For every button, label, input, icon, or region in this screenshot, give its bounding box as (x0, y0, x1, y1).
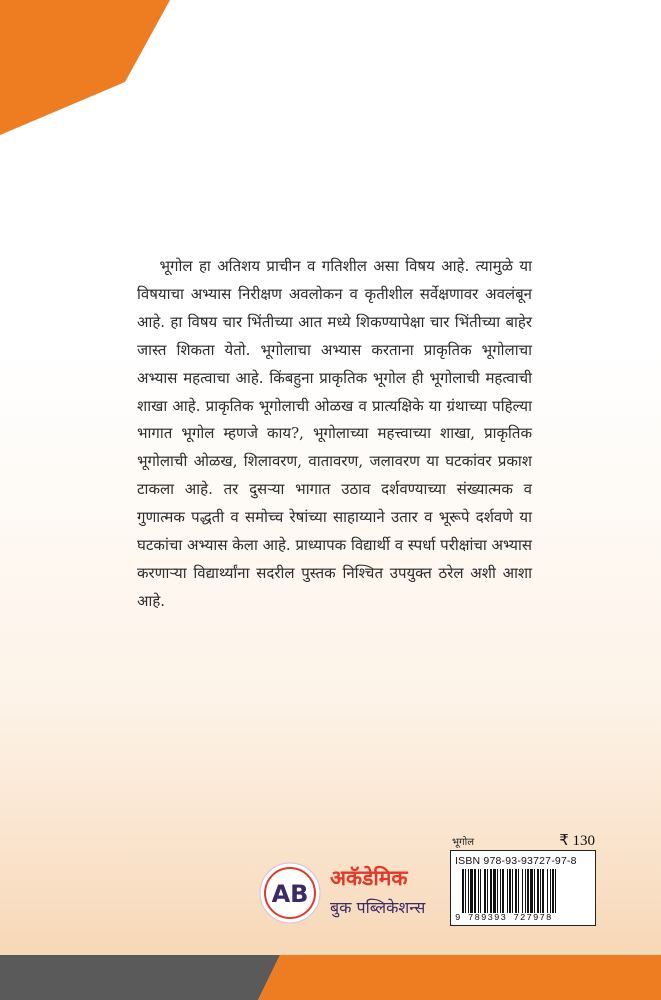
logo-letters: AB (271, 880, 309, 908)
barcode-bar (518, 869, 519, 913)
barcode-bar (497, 869, 498, 913)
barcode-bar (509, 869, 511, 913)
barcode-bar (490, 869, 492, 913)
barcode-bar (512, 869, 513, 913)
barcode-bar (468, 869, 469, 913)
barcode-bar (478, 869, 479, 913)
barcode-bar (537, 869, 539, 913)
price-row (452, 828, 595, 850)
barcode-bar (474, 869, 476, 913)
publisher-block (259, 862, 459, 927)
barcode-bar (522, 869, 523, 913)
barcode-bar (534, 869, 535, 913)
isbn-number: ISBN 978-93-93727-97-8 (455, 855, 577, 867)
barcode-bar (470, 869, 473, 913)
barcode-bar (527, 869, 529, 913)
barcode-bar (555, 869, 556, 913)
barcode-bar (502, 869, 504, 913)
barcode-bar (500, 869, 501, 913)
barcode-bar (525, 869, 526, 913)
barcode-bar (547, 869, 548, 913)
publisher-name-line2: बुक पब्लिकेशन्स (330, 898, 426, 917)
bottom-color-band (0, 955, 661, 1000)
barcode-bar (530, 869, 533, 913)
barcode-digits: 9 789393 727978 (455, 913, 553, 923)
publisher-name-line1: अकॅडेमिक (330, 866, 408, 890)
price-label: ₹ 130 (559, 833, 595, 849)
barcode-bar (507, 869, 508, 913)
barcode-bar (542, 869, 544, 913)
barcode-bar (487, 869, 488, 913)
barcode-bar (480, 869, 481, 913)
corner-triangle-decoration (0, 0, 170, 135)
barcode-bar (493, 869, 496, 913)
subject-label: भूगोल (452, 837, 475, 848)
barcode-bar (462, 869, 464, 913)
barcode-icon (460, 869, 590, 913)
publisher-logo-icon (259, 862, 321, 924)
barcode-bar (515, 869, 517, 913)
barcode-bar (540, 869, 541, 913)
isbn-barcode-box (450, 850, 596, 926)
barcode-bar (484, 869, 486, 913)
barcode-bar (465, 869, 466, 913)
barcode-bar (550, 869, 551, 913)
barcode-bar (552, 869, 554, 913)
back-cover-blurb: भूगोल हा अतिशय प्राचीन व गतिशील असा विषय आहे. त्यामुळे या विषयाचा अभ्यास निरीक्षण अवलोकन व कृतीशील सर्वेक्षणावर अवलंबून आहे. हा विषय चार भिंतीच्या आत मध्ये शिकण्यापेक्षा चार भिंतीच्या बाहेर जास्त शिकता येतो. भूगोलाचा अभ्यास करताना प्राकृतिक भूगोलाचा अभ्यास महत्वाचा आहे. किंबहुना प्राकृतिक भूगोल ही भूगोलाची महत्वाची शाखा आहे. प्राकृतिक भूगोलाची ओळख व प्रात्यक्षिके या ग्रंथाच्या पहिल्या भागात भूगोल म्हणजे काय?, भूगोलाच्या महत्त्वाच्या शाखा, प्राकृतिक भूगोलाची ओळख, शिलावरण, वातावरण, जलावरण या घटकांवर प्रकाश टाकला आहे. तर दुसऱ्या भागात उठाव दर्शवण्याच्या संख्यात्मक व गुणात्मक पद्धती व समोच्च रेषांच्या साहाय्याने उतार व भूरूपे दर्शवणे या घटकांचा अभ्यास केला आहे. प्राध्यापक विद्यार्थी व स्पर्धा परीक्षांचा अभ्यास करणाऱ्या विद्यार्थ्यांना सदरील पुस्तक निश्चित उपयुक्त ठरेल अशी आशा आहे. (137, 257, 532, 610)
